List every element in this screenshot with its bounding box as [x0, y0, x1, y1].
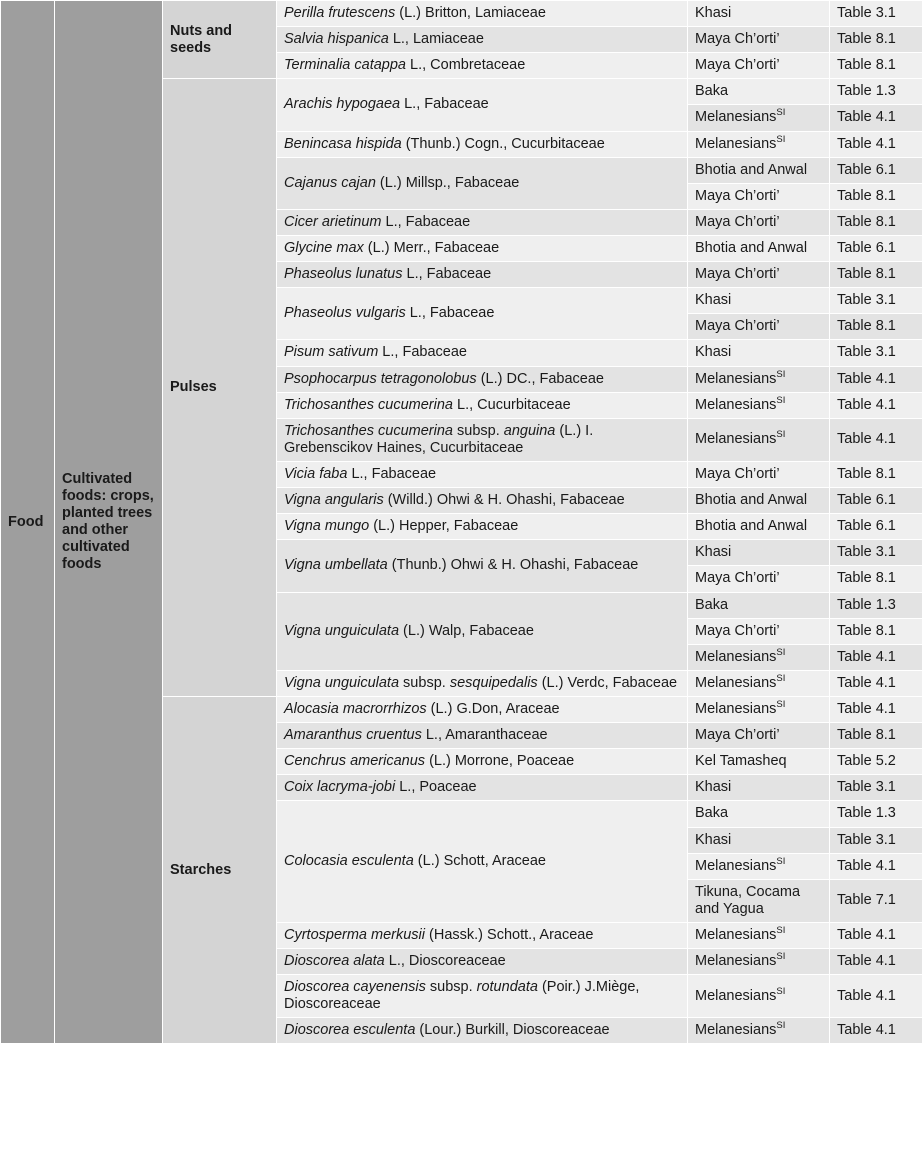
people-footnote-marker: SI: [776, 429, 786, 441]
table-reference-cell: Table 4.1: [830, 922, 922, 948]
table-reference-cell: Table 4.1: [830, 366, 922, 392]
people-cell: Tikuna, Cocama and Yagua: [688, 879, 830, 922]
table-reference-cell: Table 1.3: [830, 79, 922, 105]
food-subgroup-cell: Nuts and seeds: [163, 1, 277, 79]
people-cell: Melanesians$^{SI}$: [688, 418, 830, 461]
species-name-cell: Benincasa hispida (Thunb.) Cogn., Cucurbitaceae: [277, 131, 688, 157]
species-name-cell: Cicer arietinum L., Fabaceae: [277, 209, 688, 235]
table-reference-cell: Table 6.1: [830, 235, 922, 261]
people-footnote-marker: SI: [776, 699, 786, 711]
species-name-cell: Colocasia esculenta (L.) Schott, Araceae: [277, 801, 688, 923]
table-reference-cell: Table 8.1: [830, 27, 922, 53]
people-cell: Khasi: [688, 1, 830, 27]
people-cell: Bhotia and Anwal: [688, 157, 830, 183]
people-cell: Maya Ch’orti’: [688, 53, 830, 79]
people-cell: Maya Ch’orti’: [688, 262, 830, 288]
table-reference-cell: Table 4.1: [830, 392, 922, 418]
food-category-cell: Food: [1, 1, 55, 1044]
food-subgroup-cell: Starches: [163, 696, 277, 1044]
table-reference-cell: Table 7.1: [830, 879, 922, 922]
table-reference-cell: Table 8.1: [830, 53, 922, 79]
people-footnote-marker: SI: [776, 394, 786, 406]
people-cell: Khasi: [688, 775, 830, 801]
species-name-cell: Vigna unguiculata subsp. sesquipedalis (L.) Verdc, Fabaceae: [277, 670, 688, 696]
people-footnote-marker: SI: [776, 133, 786, 145]
table-reference-cell: Table 4.1: [830, 418, 922, 461]
species-name-cell: Salvia hispanica L., Lamiaceae: [277, 27, 688, 53]
people-cell: Khasi: [688, 540, 830, 566]
table-reference-cell: Table 6.1: [830, 488, 922, 514]
species-name-cell: Trichosanthes cucumerina subsp. anguina (L.) I. Grebenscikov Haines, Cucurbitaceae: [277, 418, 688, 461]
people-footnote-marker: SI: [776, 107, 786, 119]
table-reference-cell: Table 3.1: [830, 775, 922, 801]
species-name-cell: Vigna mungo (L.) Hepper, Fabaceae: [277, 514, 688, 540]
people-cell: Kel Tamasheq: [688, 749, 830, 775]
species-name-cell: Psophocarpus tetragonolobus (L.) DC., Fabaceae: [277, 366, 688, 392]
people-cell: Melanesians$^{SI}$: [688, 644, 830, 670]
table-reference-cell: Table 1.3: [830, 592, 922, 618]
table-reference-cell: Table 4.1: [830, 1018, 922, 1044]
table-row: [1, 1, 922, 27]
food-subgroup-cell: Pulses: [163, 79, 277, 697]
people-cell: Bhotia and Anwal: [688, 488, 830, 514]
table-reference-cell: Table 3.1: [830, 827, 922, 853]
species-name-cell: Vicia faba L., Fabaceae: [277, 461, 688, 487]
species-name-cell: Cyrtosperma merkusii (Hassk.) Schott., Araceae: [277, 922, 688, 948]
species-name-cell: Dioscorea cayenensis subsp. rotundata (Poir.) J.Miège, Dioscoreaceae: [277, 975, 688, 1018]
species-name-cell: Cenchrus americanus (L.) Morrone, Poaceae: [277, 749, 688, 775]
people-cell: Maya Ch’orti’: [688, 566, 830, 592]
people-cell: Khasi: [688, 827, 830, 853]
species-name-cell: Phaseolus lunatus L., Fabaceae: [277, 262, 688, 288]
people-cell: Melanesians$^{SI}$: [688, 922, 830, 948]
table-reference-cell: Table 8.1: [830, 461, 922, 487]
table-reference-cell: Table 6.1: [830, 514, 922, 540]
species-name-cell: Coix lacryma-jobi L., Poaceae: [277, 775, 688, 801]
people-cell: Melanesians$^{SI}$: [688, 366, 830, 392]
people-cell: Khasi: [688, 288, 830, 314]
table-reference-cell: Table 4.1: [830, 131, 922, 157]
people-cell: Melanesians$^{SI}$: [688, 392, 830, 418]
people-footnote-marker: SI: [776, 673, 786, 685]
table-reference-cell: Table 4.1: [830, 670, 922, 696]
people-cell: Maya Ch’orti’: [688, 461, 830, 487]
table-reference-cell: Table 6.1: [830, 157, 922, 183]
table-reference-cell: Table 8.1: [830, 566, 922, 592]
species-name-cell: Vigna angularis (Willd.) Ohwi & H. Ohashi, Fabaceae: [277, 488, 688, 514]
table-reference-cell: Table 4.1: [830, 105, 922, 131]
people-cell: Melanesians$^{SI}$: [688, 105, 830, 131]
people-footnote-marker: SI: [776, 951, 786, 963]
table-reference-cell: Table 3.1: [830, 288, 922, 314]
people-footnote-marker: SI: [776, 985, 786, 997]
species-name-cell: Alocasia macrorrhizos (L.) G.Don, Araceae: [277, 696, 688, 722]
people-cell: Melanesians$^{SI}$: [688, 975, 830, 1018]
people-cell: Maya Ch’orti’: [688, 27, 830, 53]
table-reference-cell: Table 8.1: [830, 209, 922, 235]
table-reference-cell: Table 5.2: [830, 749, 922, 775]
table-reference-cell: Table 4.1: [830, 696, 922, 722]
table-reference-cell: Table 3.1: [830, 540, 922, 566]
people-cell: Baka: [688, 592, 830, 618]
people-cell: Maya Ch’orti’: [688, 314, 830, 340]
table-reference-cell: Table 8.1: [830, 314, 922, 340]
food-group-cell: Cultivated foods: crops, planted trees and other cultivated foods: [55, 1, 163, 1044]
people-cell: Bhotia and Anwal: [688, 235, 830, 261]
people-cell: Melanesians$^{SI}$: [688, 853, 830, 879]
table-reference-cell: Table 4.1: [830, 644, 922, 670]
table-reference-cell: Table 3.1: [830, 1, 922, 27]
table-reference-cell: Table 4.1: [830, 949, 922, 975]
species-name-cell: Terminalia catappa L., Combretaceae: [277, 53, 688, 79]
species-name-cell: Amaranthus cruentus L., Amaranthaceae: [277, 723, 688, 749]
people-cell: Bhotia and Anwal: [688, 514, 830, 540]
species-name-cell: Perilla frutescens (L.) Britton, Lamiaceae: [277, 1, 688, 27]
species-name-cell: Phaseolus vulgaris L., Fabaceae: [277, 288, 688, 340]
species-name-cell: Vigna unguiculata (L.) Walp, Fabaceae: [277, 592, 688, 670]
people-cell: Baka: [688, 79, 830, 105]
people-cell: Melanesians$^{SI}$: [688, 696, 830, 722]
people-cell: Melanesians$^{SI}$: [688, 1018, 830, 1044]
people-footnote-marker: SI: [776, 1020, 786, 1032]
species-name-cell: Vigna umbellata (Thunb.) Ohwi & H. Ohashi, Fabaceae: [277, 540, 688, 592]
people-footnote-marker: SI: [776, 855, 786, 867]
people-cell: Khasi: [688, 340, 830, 366]
table-reference-cell: Table 8.1: [830, 723, 922, 749]
species-name-cell: Trichosanthes cucumerina L., Cucurbitaceae: [277, 392, 688, 418]
people-cell: Maya Ch’orti’: [688, 209, 830, 235]
species-name-cell: Cajanus cajan (L.) Millsp., Fabaceae: [277, 157, 688, 209]
table-reference-cell: Table 4.1: [830, 975, 922, 1018]
table-reference-cell: Table 4.1: [830, 853, 922, 879]
species-name-cell: Pisum sativum L., Fabaceae: [277, 340, 688, 366]
people-cell: Maya Ch’orti’: [688, 618, 830, 644]
species-name-cell: Glycine max (L.) Merr., Fabaceae: [277, 235, 688, 261]
people-footnote-marker: SI: [776, 646, 786, 658]
species-name-cell: Dioscorea esculenta (Lour.) Burkill, Dioscoreaceae: [277, 1018, 688, 1044]
people-footnote-marker: SI: [776, 368, 786, 380]
people-cell: Melanesians$^{SI}$: [688, 949, 830, 975]
table-reference-cell: Table 8.1: [830, 262, 922, 288]
table-reference-cell: Table 8.1: [830, 183, 922, 209]
table-reference-cell: Table 1.3: [830, 801, 922, 827]
species-name-cell: Arachis hypogaea L., Fabaceae: [277, 79, 688, 131]
people-cell: Maya Ch’orti’: [688, 723, 830, 749]
table-reference-cell: Table 3.1: [830, 340, 922, 366]
people-footnote-marker: SI: [776, 925, 786, 937]
species-name-cell: Dioscorea alata L., Dioscoreaceae: [277, 949, 688, 975]
people-cell: Melanesians$^{SI}$: [688, 131, 830, 157]
people-cell: Maya Ch’orti’: [688, 183, 830, 209]
people-cell: Baka: [688, 801, 830, 827]
people-cell: Melanesians$^{SI}$: [688, 670, 830, 696]
table-reference-cell: Table 8.1: [830, 618, 922, 644]
